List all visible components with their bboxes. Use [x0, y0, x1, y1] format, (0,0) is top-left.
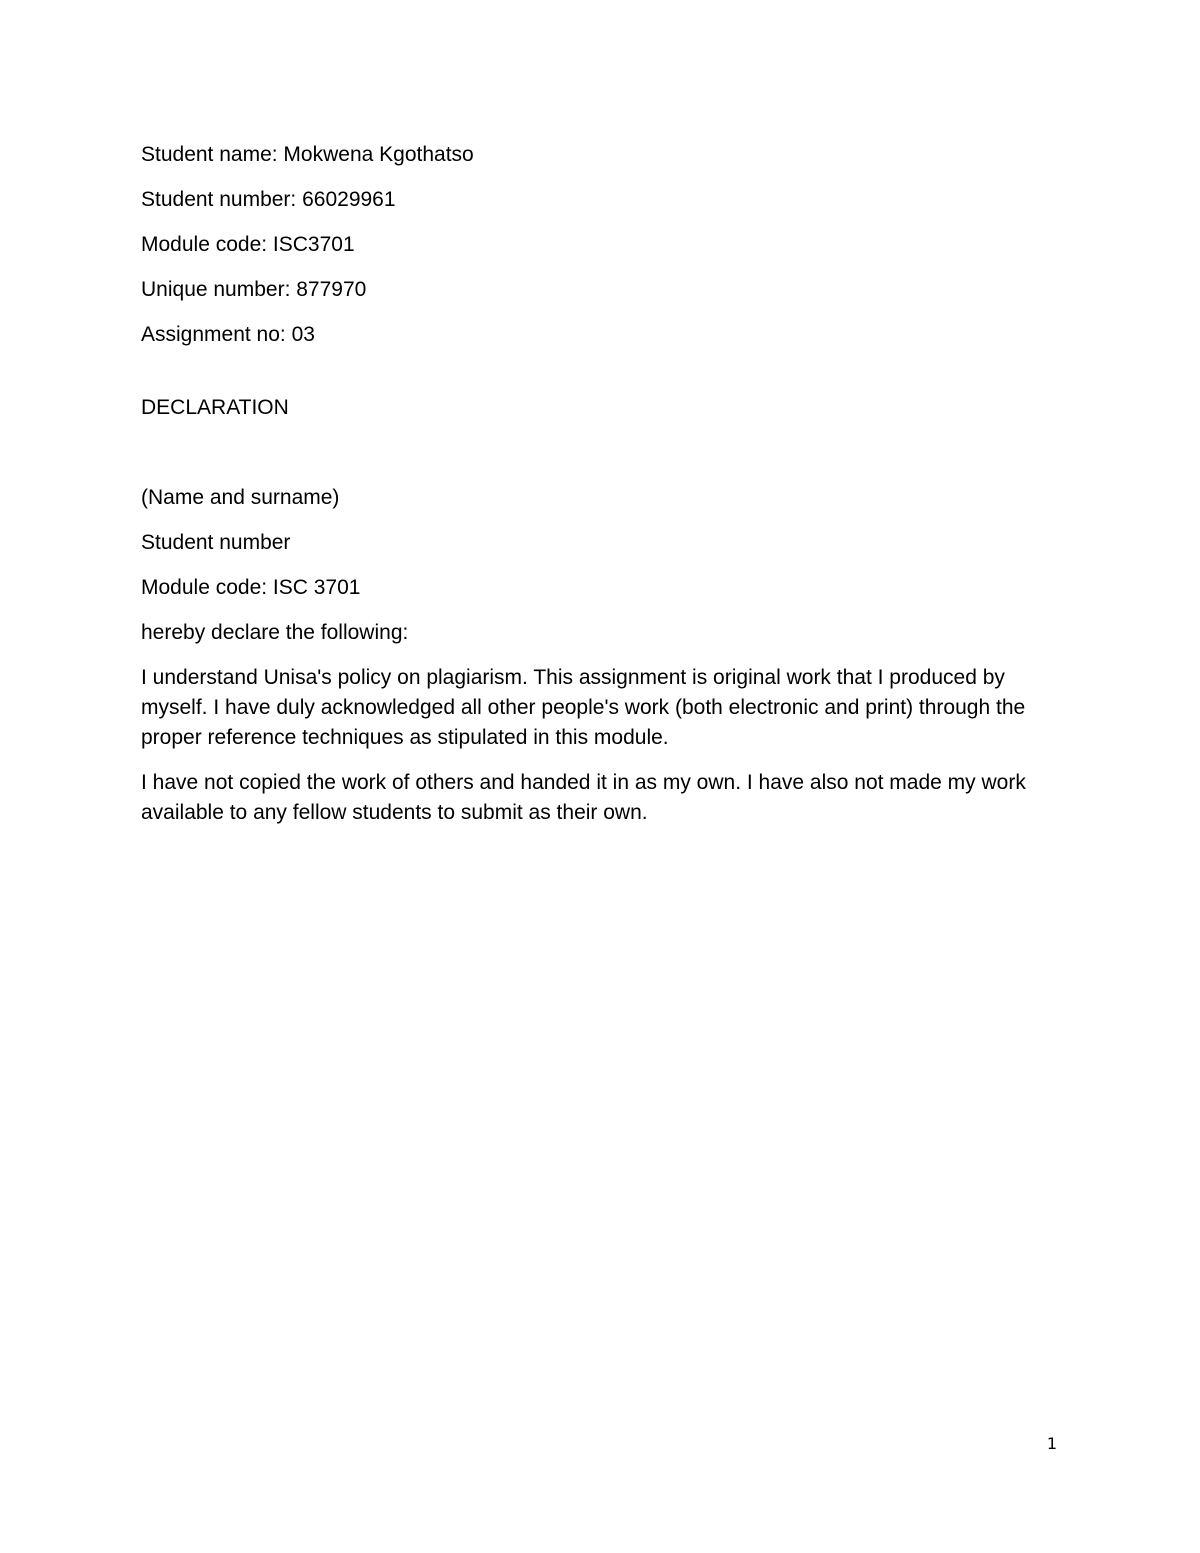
student-number-line: Student number: 66029961: [141, 188, 396, 211]
declaration-paragraph-1: I understand Unisa's policy on plagiarism. This assignment is original work that I produced by myself. I have duly acknowledged all other people's work (both electronic and print) through the proper reference techniques as stipulated in this module.: [141, 666, 1026, 749]
student-name-line: Student name: Mokwena Kgothatso: [141, 143, 474, 166]
module-code-line: Module code: ISC3701: [141, 233, 355, 256]
declaration-intro: hereby declare the following:: [141, 621, 409, 644]
page-number: 1: [1046, 1434, 1057, 1453]
declaration-heading: DECLARATION: [141, 396, 289, 419]
declaration-student-number-line: Student number: [141, 531, 291, 554]
unique-number-line: Unique number: 877970: [141, 278, 367, 301]
document-body: [141, 140, 1046, 843]
assignment-number-line: Assignment no: 03: [141, 323, 315, 346]
declaration-paragraph-2: I have not copied the work of others and handed it in as my own. I have also not made my work available to any fellow students to submit as their own.: [141, 771, 1026, 824]
declaration-module-code-line: Module code: ISC 3701: [141, 576, 361, 599]
declaration-name-line: (Name and surname): [141, 486, 340, 509]
